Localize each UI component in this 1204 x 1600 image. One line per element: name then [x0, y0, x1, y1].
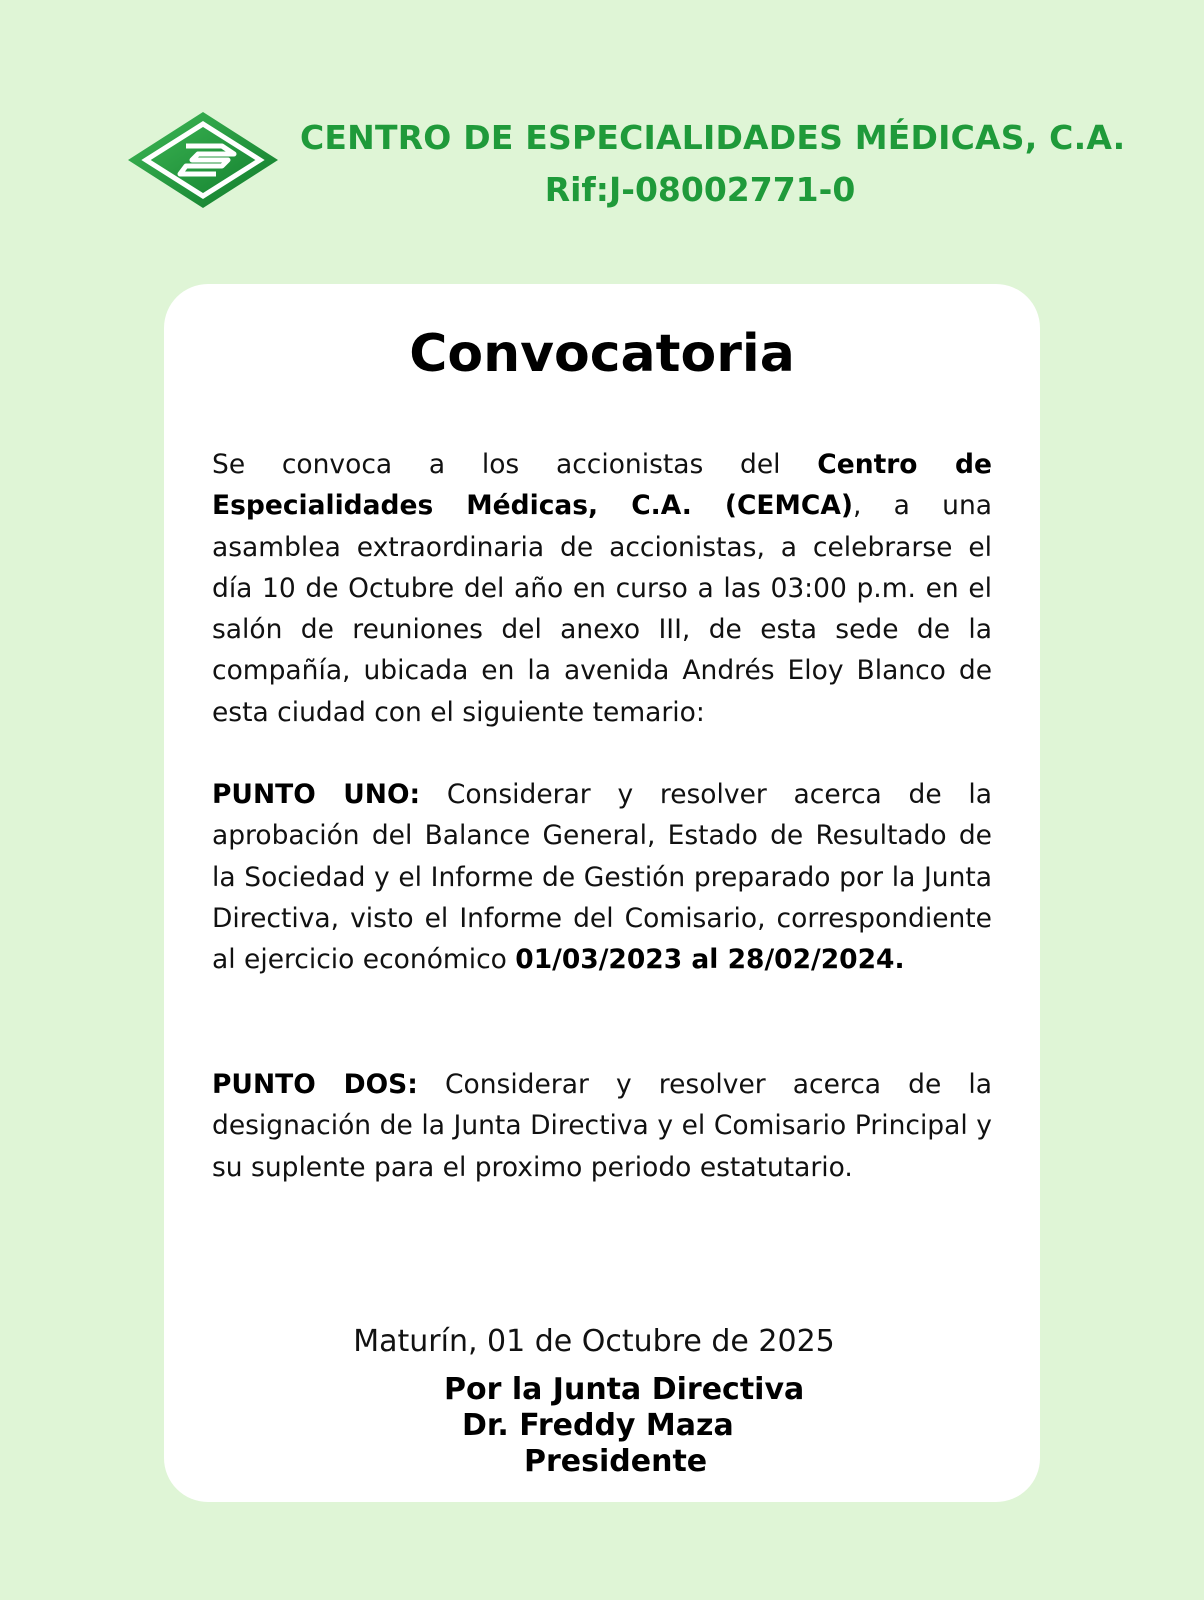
header [0, 0, 1204, 250]
intro-text-end: , a una asamblea extraordinaria de accionistas, a celebrarse el día 10 de Octubre del año en curso a las 03:00 p.m. en el salón de reuniones del anexo III, de esta sede de la compañía, ubicada en la avenida Andrés Eloy Blanco de esta ciudad con el siguiente temario: [212, 490, 993, 728]
notice-title: Convocatoria [409, 324, 795, 384]
agenda-point-two [212, 1064, 992, 1188]
intro-paragraph [212, 444, 992, 733]
company-name: CENTRO DE ESPECIALIDADES MÉDICAS, C.A. [300, 118, 1126, 157]
point-one-label: PUNTO UNO: [212, 779, 421, 810]
fiscal-period: 01/03/2023 al 28/02/2024. [515, 944, 905, 976]
notice-card [164, 284, 1040, 1502]
point-one-text: Considerar y resolver acerca de la aprobación del Balance General, Estado de Resultado de la Sociedad y el Informe de Gestión preparado por la Junta Directiva, visto el Informe del Comisario, correspondiente al ejercicio económico [212, 779, 992, 976]
signature-board: Por la Junta Directiva [444, 1372, 805, 1407]
point-two-label: PUNTO DOS: [212, 1069, 418, 1100]
point-two-text: Considerar y resolver acerca de la designación de la Junta Directiva y el Comisario Principal y su suplente para el proximo periodo estatutario. [212, 1069, 993, 1183]
cemca-diamond-logo-icon [126, 110, 280, 210]
agenda-point-one [212, 774, 992, 980]
company-full-name: Centro de Especialidades Médicas, C.A. (CEMCA) [212, 449, 992, 522]
intro-text-start: Se convoca a los accionistas del [212, 449, 818, 480]
signature-name: Dr. Freddy Maza [462, 1408, 734, 1443]
place-and-date: Maturín, 01 de Octubre de 2025 [353, 1324, 835, 1359]
company-rif: Rif:J-08002771-0 [544, 170, 856, 209]
signature-role: Presidente [524, 1444, 708, 1479]
